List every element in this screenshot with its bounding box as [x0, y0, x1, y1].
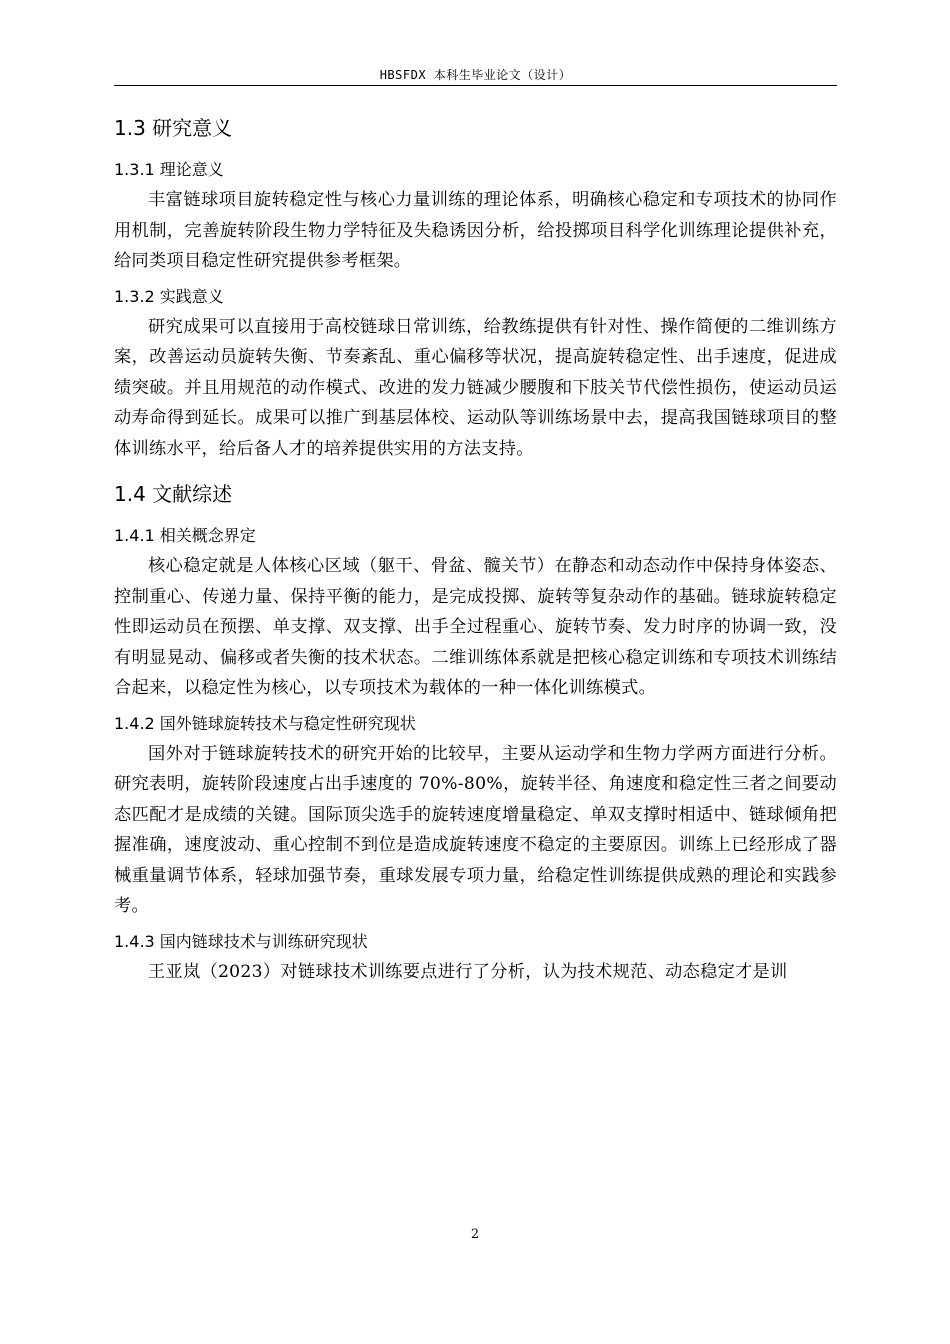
paragraph-domestic-research: 王亚岚（2023）对链球技术训练要点进行了分析，认为技术规范、动态稳定才是训: [148, 961, 788, 982]
subsection-heading-1-4-3: 1.4.3 国内链球技术与训练研究现状: [114, 931, 368, 951]
subsection-heading-1-4-2: 1.4.2 国外链球旋转技术与稳定性研究现状: [114, 713, 416, 733]
header-rule: [114, 85, 837, 86]
subsection-heading-1-3-1: 1.3.1 理论意义: [114, 160, 224, 179]
page-body: [114, 104, 837, 987]
subsection-heading-1-3-2: 1.3.2 实践意义: [114, 286, 224, 306]
running-header: HBSFDX 本科生毕业论文（设计）: [379, 68, 572, 82]
page-number: 2: [470, 1227, 480, 1242]
subsection-heading-1-4-1: 1.4.1 相关概念界定: [114, 526, 256, 545]
paragraph-foreign-research: 国外对于链球旋转技术的研究开始的比较早，主要从运动学和生物力学两方面进行分析。研究表明，旋转阶段速度占出手速度的 70%-80%，旋转半径、角速度和稳定性三者之间要动态匹配才是成绩的关键。国际顶尖选手的旋转速度增量稳定、单双支撑时相适中、链球倾角把握准确，速度波动、重心控制不到位是造成旋转速度不稳定的主要原因。训练上已经形成了器械重量调节体系，轻球加强节奏，重球发展专项力量，给稳定性训练提供成熟的理论和实践参考。: [114, 743, 837, 916]
paragraph-practical-significance: 研究成果可以直接用于高校链球日常训练，给教练提供有针对性、操作简便的二维训练方案，改善运动员旋转失衡、节奏紊乱、重心偏移等状况，提高旋转稳定性、出手速度，促进成绩突破。并且用规范的动作模式、改进的发力链减少腰腹和下肢关节代偿性损伤，使运动员运动寿命得到延长。成果可以推广到基层体校、运动队等训练场景中去，提高我国链球项目的整体训练水平，给后备人才的培养提供实用的方法支持。: [114, 316, 837, 459]
paragraph-concept-definitions: 核心稳定就是人体核心区域（躯干、骨盆、髋关节）在静态和动态动作中保持身体姿态、控制重心、传递力量、保持平衡的能力，是完成投掷、旋转等复杂动作的基础。链球旋转稳定性即运动员在预摆、单支撑、双支撑、出手全过程重心、旋转节奏、发力时序的协调一致，没有明显晃动、偏移或者失衡的技术状态。二维训练体系就是把核心稳定训练和专项技术训练结合起来，以稳定性为核心，以专项技术为载体的一种一体化训练模式。: [114, 556, 837, 698]
section-heading-1-3: 1.3 研究意义: [114, 116, 233, 140]
paragraph-theoretical-significance: 丰富链球项目旋转稳定性与核心力量训练的理论体系，明确核心稳定和专项技术的协同作用机制，完善旋转阶段生物力学特征及失稳诱因分析，给投掷项目科学化训练理论提供补充，给同类项目稳定性研究提供参考框架。: [114, 190, 837, 271]
section-heading-1-4: 1.4 文献综述: [114, 482, 233, 506]
